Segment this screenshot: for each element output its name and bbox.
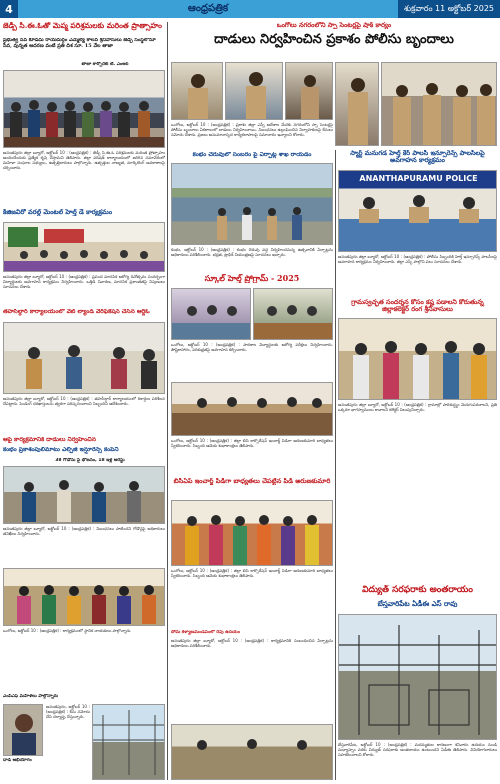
headline: తహసీల్దార్ కార్యాలయంలో వెబ్ ల్యాండ్ వెరిఫికేషన్ చేసిన ఆర్డీఓ xyxy=(3,309,150,315)
article-body: బేస్తవారిపేట, అక్టోబర్ 10 : (ఆంధ్రపత్రిక) : మరమ్మతుల కారణంగా శనివారం ఉదయం నుండి మధ్యాహ్నం వరకు విద్యుత్ సరఫరాకు అంతరాయం ఉంటుందని ఏడీఈ తెలిపారు. వినియోగదారులు సహకరించాలని కోరారు. xyxy=(338,742,497,757)
column-divider xyxy=(167,22,168,780)
photo xyxy=(3,568,165,626)
photo xyxy=(171,724,333,780)
photo xyxy=(335,62,379,146)
photo xyxy=(171,500,333,566)
article-body: అనంతపురం జిల్లా బ్యూరో, అక్టోబర్ 10 : (ఆంధ్రపత్రిక) : పోలీసు సిబ్బందికి హెల్త్ ఇన్సూరెన్స్ పాలసీలపై అవగాహన కార్యక్రమం నిర్వహించారు. జిల్లా ఎస్పీ పాల్గొని పలు సూచనలు చేశారు. xyxy=(338,254,497,264)
page-number: 4 xyxy=(0,0,18,18)
byline: తాజా కార్పొరేట్ టీ. ఎంఆర్ xyxy=(81,62,129,67)
headline: కిజిజవిరో వరల్డ్ మెంటల్ హెల్త్ డే కార్యక్రమం xyxy=(3,209,113,216)
article-body: కంభం, అక్టోబర్ 10 : (ఆంధ్రపత్రిక) : కంభం చెరువు వద్ద నిర్వహించనున్న ఉత్సవానికి ఏర్పాట్లను అధికారులు పరిశీలించారు. భద్రత, ట్రాఫిక్ నియంత్రణపై సూచనలు ఇచ్చారు. xyxy=(171,247,333,257)
headline: జెడ్పీ సి.ఈ.ఓతో మెప్మ పరిశ్రమలకు మరింత ప్రాత్సాహం xyxy=(3,22,162,30)
subheadline: ప్రభుత్వ సేవ కూడదు రాయదుర్గం ఎమ్మెల్యే కాలవ శ్రీనివాసులు జెడ్పీ సంస్థలోనూ సేవ, వున్నత ఆదరణ వంటి ప్రతి దిశ సూ. 15 వేల తాజా xyxy=(3,38,156,49)
subheadline: బేస్తవారిపేట ఏడీఈ ఎస్ రావు xyxy=(377,600,458,608)
photo xyxy=(3,466,165,524)
photo xyxy=(92,704,165,780)
photo xyxy=(171,288,251,340)
page-header xyxy=(0,0,500,18)
article-body: ఒంగోలు, అక్టోబర్ 10 : (ఆంధ్రపత్రిక) : జిల్లా బిసి కార్పొరేషన్ ఇంచార్జ్ పిడిగా అరుణకుమారి బాధ్యతలు స్వీకరించారు. సిబ్బంది ఆమెకు శుభాకాంక్షలు తెలిపారు. xyxy=(171,568,333,578)
article-body: అనంతపురం జిల్లా బ్యూరో, అక్టోబర్ 10 : (ఆంధ్రపత్రిక) : జెడ్పీ సి.ఈ.ఓ పరిశ్రమలకు మరింత ప్రోత్సాహం అందించేందుకు ప్రత్యేక కృషి చేస్తామని తెలిపారు. జిల్లా పరిషత్ కార్యాలయంలో జరిగిన సమావేశంలో మహిళా సంఘాల సభ్యులు, ఉత్పత్తిదారులు పాల్గొన్నారు. ఉత్పత్తుల నాణ్యత, మార్కెటింగ్ అవకాశాలపై చర్చించారు. xyxy=(3,150,165,170)
article-body: అనంతపురం జిల్లా బ్యూరో, అక్టోబర్ 10 : (ఆంధ్రపత్రిక) : గ్రామాల్లో పారిశుద్ధ్యం మెరుగుపరచాలని, ప్రతి ఒక్కరూ భాగస్వాములు కావాలని కలెక్టర్ పిలుపునిచ్చారు. xyxy=(338,402,497,412)
headline: ఒంగోలు నగరంలోని స్పా సెంటర్లపై షాక్ కార్యం xyxy=(276,22,392,29)
headline: ఆపై కార్యక్రమానికి దాడులు నిర్వహించిన xyxy=(3,437,96,443)
photo xyxy=(285,62,333,120)
police-banner: ANANTHAPURAMU POLICE xyxy=(359,174,478,183)
photo xyxy=(225,62,283,120)
headline: సోమ కళ్యాణమండపంలో రేపు ఉదయం xyxy=(171,630,240,635)
main-headline: దాడులు నిర్వహించిన ప్రకాశం పోలీసు బృందాలు xyxy=(214,33,454,47)
photo xyxy=(3,70,165,148)
headline: విద్యుత్ సరఫరాకు అంతరాయం xyxy=(362,585,473,595)
masthead: ఆంధ్రపత్రిక xyxy=(187,3,229,14)
photo xyxy=(171,62,223,120)
headline: బిసీఏప్ ఇంచార్జ్ పిడీగా బాధ్యతలు చేపట్టిన పిడి అరుణకుమారి xyxy=(173,478,331,485)
headline: స్మార్ట్ మనుగడ హెల్త్ కేర్ పాలసీ ఇన్సూరెన్స్ పాలసీలపై అవగాహన కార్యక్రమం xyxy=(350,150,485,165)
article-body: అనంతపురం జిల్లా బ్యూరో, అక్టోబర్ 10 : (ఆంధ్రపత్రిక) : తహసీల్దార్ కార్యాలయంలో రికార్డుల పరిశీలన చేపట్టారు. పెండింగ్ దరఖాస్తులను త్వరగా పరిష్కరించాలని సిబ్బందిని ఆదేశించారు. xyxy=(3,396,165,406)
photo xyxy=(338,170,497,252)
article-body: అనంతపురం, అక్టోబర్ 10 : (ఆంధ్రపత్రిక) : కేసు నమోదు చేసి దర్యాప్తు చేస్తున్నారు. xyxy=(46,704,90,719)
article-body: ఒంగోలు, అక్టోబర్ 10 : (ఆంధ్రపత్రిక) : కార్యక్రమంలో స్థానిక నాయకులు పాల్గొన్నారు. xyxy=(3,628,132,633)
photo xyxy=(171,382,333,436)
column-divider xyxy=(335,150,336,780)
headline: గ్రామస్వచ్ఛత సందర్శన కోసం కష్ట పడాలని కోరుతున్న జిల్లాకలెక్టర్ రంగ శ్రీనివాసులు xyxy=(351,299,484,314)
photo xyxy=(338,318,497,400)
article-body: అనంతపురం జిల్లా బ్యూరో, అక్టోబర్ 10 : (ఆంధ్రపత్రిక) : నిబంధనలు పాటించని గోడౌన్లపై అధికారులు తనిఖీలు నిర్వహించారు. xyxy=(3,526,165,536)
headline: కంభం ప్రకాశంపులిమాటు ఎల్పిజి ఇన్షూరెన్స్ కంపెనీ xyxy=(3,447,119,453)
photo xyxy=(3,222,165,272)
subheadline: 38 గోడౌను పై భోజనం, 18 ఇళ్ల అరెస్టు xyxy=(55,458,125,463)
headline: కంభం చెరువులో సంబరం పై ఏర్పాట్ల శాఖ రాయడం xyxy=(192,152,312,158)
issue-date: శుక్రవారం 11 అక్టోబర్ 2025 xyxy=(398,0,500,18)
photo xyxy=(3,322,165,394)
photo xyxy=(171,163,333,245)
article-body: అనంతపురం జిల్లా బ్యూరో, అక్టోబర్ 10 : (ఆంధ్రపత్రిక) : ప్రపంచ మానసిక ఆరోగ్య దినోత్సవం సందర్భంగా విద్యార్థులకు అవగాహన కార్యక్రమం నిర్వహించారు. ఒత్తిడి నివారణ, మానసిక ప్రశాంతతపై నిపుణులు సూచనలు చేశారు. xyxy=(3,274,165,289)
photo xyxy=(3,704,43,756)
article-body: ఒంగోలు, అక్టోబర్ 10 : (ఆంధ్రపత్రిక) : ప్రకాశం జిల్లా ఎస్పీ ఆదేశాల మేరకు నగరంలోని స్పా సెంటర్లపై పోలీసు బృందాలు ఏకకాలంలో దాడులు నిర్వహించాయి. నిబంధనలు ఉల్లంఘించిన నిర్వాహకులపై కేసులు నమోదు చేశారు. ప్రజలు అనుమానాస్పద కార్యకలాపాలపై సమాచారం ఇవ్వాలని కోరారు. xyxy=(171,122,333,137)
article-body: ఒంగోలు, అక్టోబర్ 10 : (ఆంధ్రపత్రిక) : పాఠశాల విద్యార్థులకు ఆరోగ్య పరీక్షలు నిర్వహించారు. పౌష్టికాహారం, పరిశుభ్రతపై అవగాహన కల్పించారు. xyxy=(171,342,333,352)
photo xyxy=(253,288,333,340)
article-body: ఒంగోలు, అక్టోబర్ 10 : (ఆంధ్రపత్రిక) : జిల్లా బిసి కార్పొరేషన్ ఇంచార్జ్ పిడిగా అరుణకుమారి బాధ్యతలు స్వీకరించారు. సిబ్బంది ఆమెకు శుభాకాంక్షలు తెలిపారు. xyxy=(171,438,333,448)
headline: దాడి అభియోగం xyxy=(3,758,32,763)
headline: ఎంపీఎఫ్ మహిళలు పాల్గొన్నారు xyxy=(3,694,58,699)
photo xyxy=(338,614,497,740)
headline: స్కూల్ హెల్త్ ప్రోగ్రామ్ - 2025 xyxy=(204,274,300,283)
article-body: అనంతపురం జిల్లా బ్యూరో, అక్టోబర్ 10 : (ఆంధ్రపత్రిక) : కార్యక్రమానికి సంబంధించిన ఏర్పాట్లను అధికారులు పరిశీలించారు. xyxy=(171,638,333,648)
photo xyxy=(381,62,497,146)
